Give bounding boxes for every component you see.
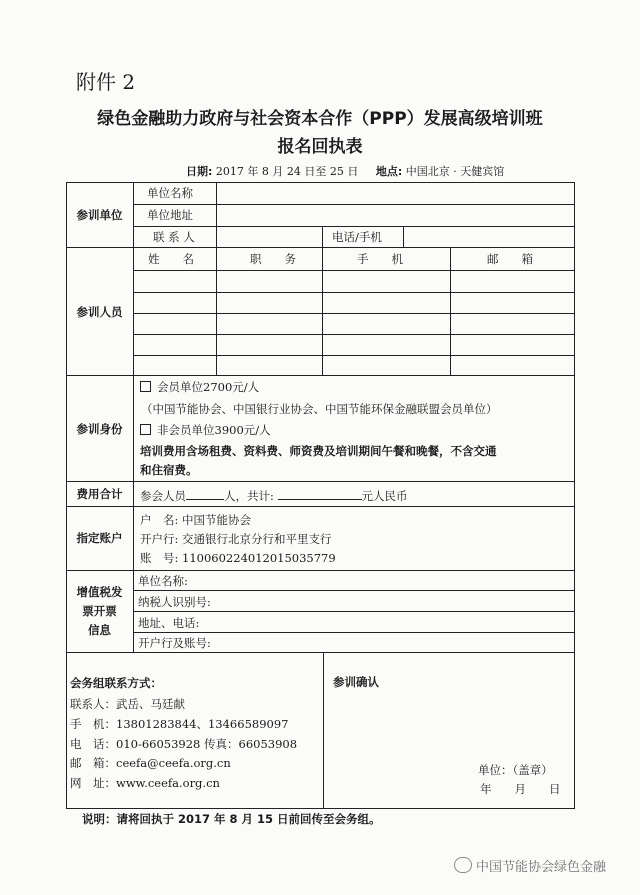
- phone-label: 电话/手机: [332, 230, 382, 244]
- table-border-top: [66, 182, 575, 183]
- invoice-bank-label: 开户行及账号:: [138, 636, 211, 650]
- section-divider: [66, 652, 575, 653]
- invoice-label-line1: 增值税发: [76, 585, 123, 599]
- invoice-address-label: 地址、电话:: [138, 616, 200, 630]
- fee-note-line1: 培训费用含场租费、资料费、师资费及培训期间午餐和晚餐，不含交通: [140, 444, 497, 458]
- label-column-divider: [133, 182, 134, 652]
- account-holder-value: 中国节能协会: [182, 513, 252, 527]
- invoice-company-label: 单位名称:: [138, 574, 188, 588]
- seal-label: 单位：（盖章）: [478, 763, 553, 777]
- column-header-mobile: 手 机: [357, 252, 403, 266]
- row-line: [133, 632, 574, 633]
- trainee-section-label: 参训人员: [76, 305, 123, 319]
- footnote: 说明：请将回执于 2017 年 8 月 15 日前回传至会务组。: [82, 812, 381, 826]
- member-option-label: 会员单位2700元/人: [157, 380, 260, 394]
- contact-website-line[interactable]: 网 址：www.ceefa.org.cn: [70, 776, 220, 790]
- col-line: [450, 247, 451, 375]
- confirm-date-label: 年 月 日: [480, 782, 561, 796]
- column-header-name: 姓 名: [148, 252, 194, 266]
- account-bank-label: 开户行:: [140, 532, 179, 546]
- account-holder-label: 户 名:: [140, 513, 179, 527]
- row-line: [133, 270, 574, 271]
- fee-total-line: [140, 487, 408, 503]
- col-line: [216, 247, 217, 375]
- unit-name-field[interactable]: [218, 184, 572, 203]
- row-line: [133, 204, 574, 205]
- section-divider: [66, 570, 575, 571]
- invoice-label-line3: 信息: [88, 623, 111, 637]
- fee-currency-label: 元人民币: [361, 489, 408, 503]
- account-number-row: [140, 551, 336, 565]
- col-line: [322, 226, 323, 247]
- invoice-label-line2: 票开票: [82, 604, 117, 618]
- col-line: [216, 182, 217, 247]
- section-divider: [66, 506, 575, 507]
- section-divider: [66, 375, 575, 376]
- table-border-bottom: [66, 808, 575, 809]
- account-number-label: 账 号:: [140, 551, 179, 565]
- fee-attendees-label: 参会人员: [140, 489, 186, 503]
- contact-phone-line: 电 话：010-66053928 传真：66053908: [70, 737, 298, 751]
- member-note: （中国节能协会、中国银行业协会、中国节能环保金融联盟会员单位）: [141, 402, 498, 416]
- row-line: [133, 292, 574, 293]
- account-number-value: 110060224012015035779: [182, 551, 336, 565]
- column-header-position: 职 务: [250, 252, 296, 266]
- contact-title: 会务组联系方式：: [70, 676, 162, 690]
- watermark-text: 中国节能协会绿色金融: [476, 860, 607, 875]
- identity-section-label: 参训身份: [76, 422, 123, 436]
- unit-section-label: 参训单位: [76, 208, 123, 222]
- contact-mobile-line: 手 机：13801283844、13466589097: [70, 717, 289, 731]
- unit-address-field[interactable]: [218, 206, 572, 225]
- phone-field[interactable]: [405, 228, 572, 246]
- col-line: [322, 247, 323, 375]
- form-subtitle: 报名回执表: [277, 137, 363, 157]
- place-value: 中国北京 · 天健宾馆: [405, 165, 505, 178]
- member-option[interactable]: [140, 380, 259, 394]
- account-bank-row: [140, 532, 332, 546]
- section-divider: [66, 481, 575, 482]
- row-line: [133, 611, 574, 612]
- contact-person-label: 联 系 人: [153, 230, 195, 244]
- watermark: [454, 856, 606, 875]
- date-value: 2017 年 8 月 24 日至 25 日: [215, 165, 359, 178]
- account-section-label: 指定账户: [76, 531, 123, 545]
- contact-email-line[interactable]: 邮 箱：ceefa@ceefa.org.cn: [70, 756, 231, 770]
- contact-person-line: 联系人：武岳、马廷献: [70, 697, 185, 711]
- row-line: [133, 334, 574, 335]
- fee-section-label: 费用合计: [76, 487, 123, 501]
- col-line: [403, 226, 404, 247]
- table-border-right: [574, 182, 575, 808]
- fee-total-label: 人，共计:: [224, 489, 274, 503]
- section-divider: [66, 247, 575, 248]
- confirm-title: 参训确认: [333, 675, 379, 689]
- member-checkbox[interactable]: [140, 381, 151, 392]
- column-header-email: 邮 箱: [487, 252, 533, 266]
- invoice-taxid-label: 纳税人识别号:: [138, 595, 211, 609]
- unit-name-label: 单位名称: [147, 186, 193, 200]
- invoice-section-label: [66, 583, 133, 640]
- date-place-line: [186, 163, 504, 179]
- col-line: [323, 652, 324, 808]
- place-label: 地点:: [375, 165, 403, 178]
- row-line: [133, 355, 574, 356]
- wechat-icon: [454, 857, 472, 873]
- fee-amount-field[interactable]: [278, 487, 362, 500]
- form-title: 绿色金融助力政府与社会资本合作（PPP）发展高级培训班: [97, 109, 543, 129]
- row-line: [133, 226, 574, 227]
- nonmember-checkbox[interactable]: [140, 424, 151, 435]
- fee-note-line2: 和住宿费。: [140, 463, 198, 477]
- date-label: 日期:: [186, 165, 213, 178]
- nonmember-option-label: 非会员单位3900元/人: [157, 423, 271, 437]
- contact-person-field[interactable]: [218, 228, 320, 246]
- nonmember-option[interactable]: [140, 423, 271, 437]
- row-line: [133, 590, 574, 591]
- confirm-area[interactable]: [325, 694, 572, 754]
- account-bank-value: 交通银行北京分行和平里支行: [182, 532, 332, 546]
- attendee-count-field[interactable]: [186, 487, 224, 500]
- attachment-label: 附件 2: [76, 70, 136, 94]
- account-holder-row: [140, 513, 251, 527]
- row-line: [133, 313, 574, 314]
- unit-address-label: 单位地址: [147, 208, 193, 222]
